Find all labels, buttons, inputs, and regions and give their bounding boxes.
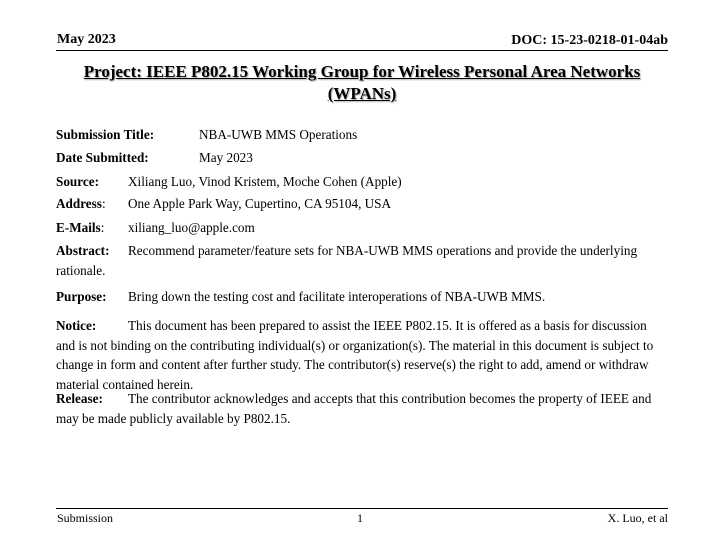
purpose-text: Bring down the testing cost and facilitate interoperations of NBA-UWB MMS. — [128, 289, 546, 304]
notice-text: This document has been prepared to assist the IEEE P802.15. It is offered as a basis for discussion and is not binding on the contributing individual(s) or organization(s). The material in this document is subject to change in form and content after further study. The contributor(s) reserve(s) the right to add, amend or withdraw material contained herein. — [56, 318, 654, 392]
date-submitted-row — [56, 148, 668, 168]
release-paragraph — [56, 389, 668, 428]
abstract-label: Abstract: — [56, 243, 110, 258]
emails-colon: : — [100, 220, 105, 235]
abstract-paragraph — [56, 241, 668, 280]
source-value: Xiliang Luo, Vinod Kristem, Moche Cohen (Apple) — [128, 174, 402, 189]
source-row — [56, 172, 668, 192]
emails-row — [56, 218, 668, 238]
purpose-paragraph — [56, 287, 668, 307]
emails-value: xiliang_luo@apple.com — [128, 220, 255, 235]
header-divider — [56, 50, 668, 51]
date-submitted-value: May 2023 — [199, 150, 253, 165]
address-row — [56, 194, 668, 214]
notice-label: Notice: — [56, 318, 97, 333]
submission-title-row — [56, 125, 668, 145]
source-label: Source: — [56, 174, 99, 189]
address-label: Address — [56, 196, 102, 211]
release-text: The contributor acknowledges and accepts that this contribution becomes the property of IEEE and may be made publicly available by P802.15. — [56, 391, 652, 426]
document-title: Project: IEEE P802.15 Working Group for Wireless Personal Area Networks (WPANs) — [83, 62, 641, 103]
purpose-label: Purpose: — [56, 289, 107, 304]
footer-page-number: 1 — [357, 511, 363, 525]
notice-paragraph — [56, 316, 668, 394]
address-colon: : — [101, 196, 106, 211]
header-date: May 2023 — [57, 32, 116, 47]
footer-author: X. Luo, et al — [607, 511, 668, 525]
header-doc-id: DOC: 15-23-0218-01-04ab — [511, 33, 668, 48]
submission-title-label: Submission Title: — [56, 127, 155, 142]
release-label: Release: — [56, 391, 103, 406]
footer-submission: Submission — [57, 511, 114, 525]
abstract-text: Recommend parameter/feature sets for NBA-UWB MMS operations and provide the underlying rationale. — [56, 243, 638, 278]
footer-divider — [56, 508, 668, 509]
address-value: One Apple Park Way, Cupertino, CA 95104, USA — [128, 196, 392, 211]
emails-label: E-Mails — [56, 220, 101, 235]
submission-title-value: NBA-UWB MMS Operations — [199, 127, 358, 142]
date-submitted-label: Date Submitted: — [56, 150, 149, 165]
